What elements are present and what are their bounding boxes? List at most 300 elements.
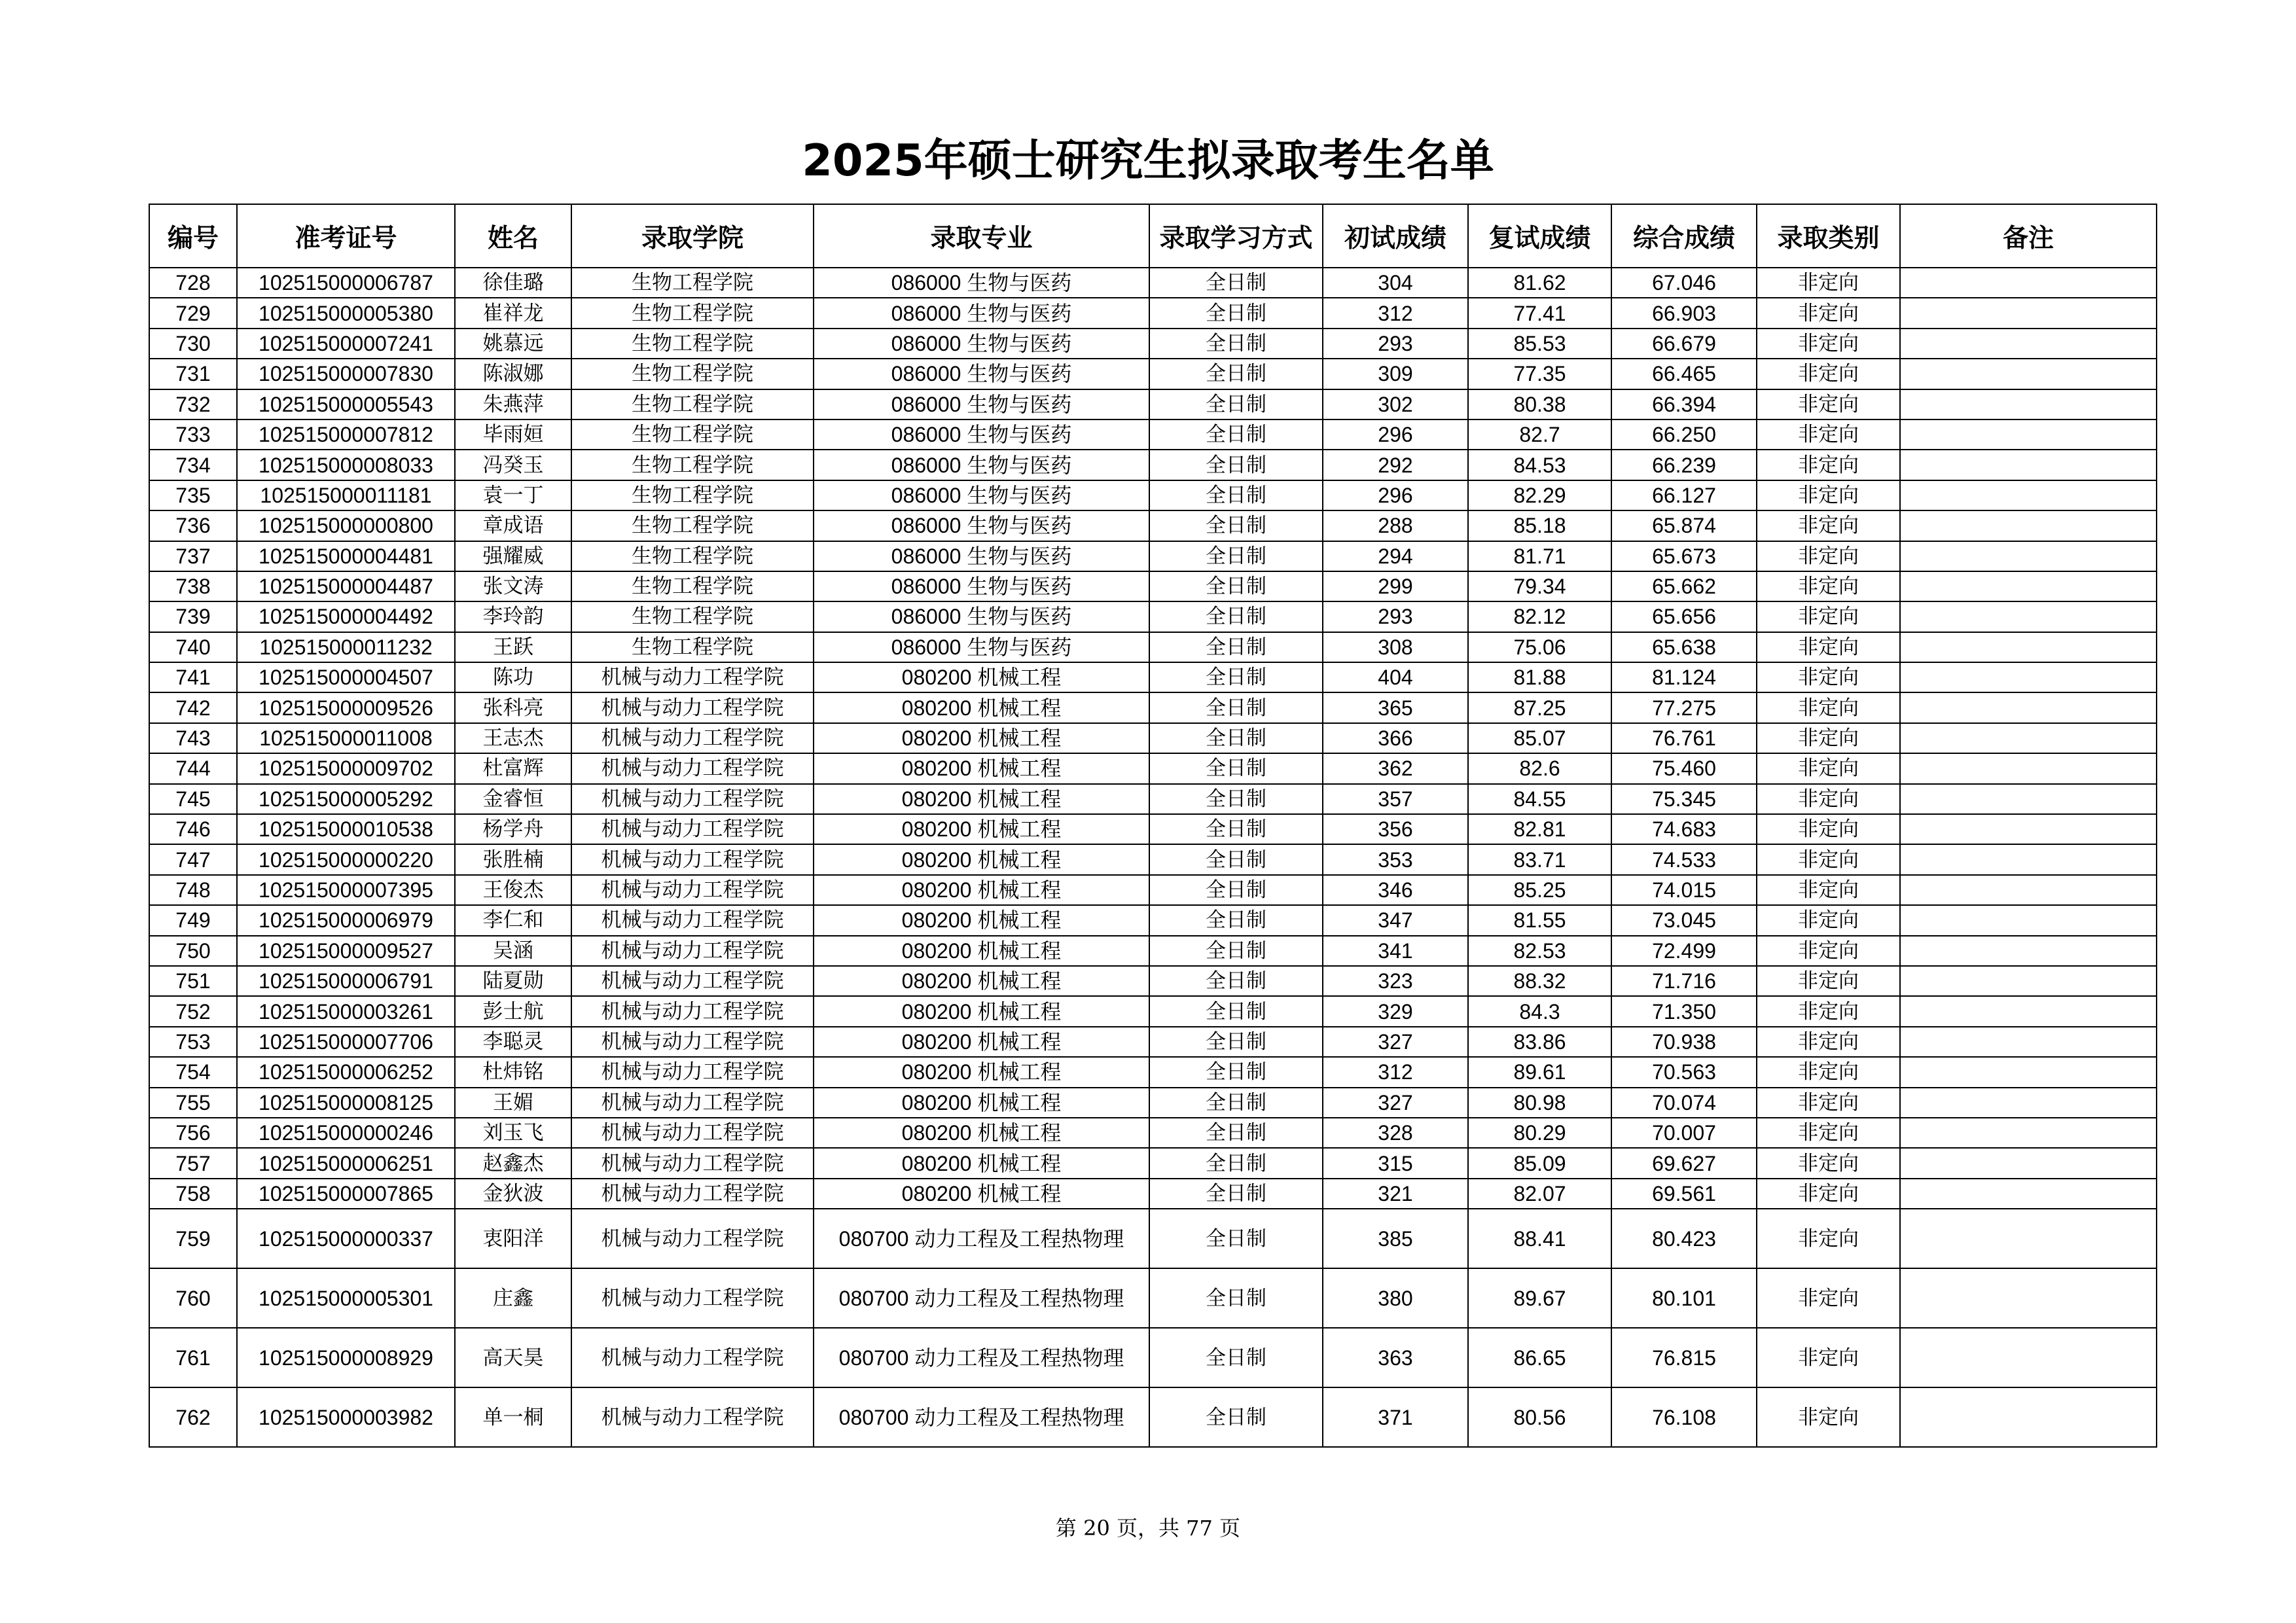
cell-retest-score: 85.09 — [1468, 1148, 1611, 1178]
cell-category: 非定向 — [1757, 541, 1900, 571]
cell-category: 非定向 — [1757, 875, 1900, 905]
header-name: 姓名 — [455, 204, 571, 268]
cell-id: 745 — [149, 784, 237, 814]
cell-name: 章成语 — [455, 510, 571, 541]
table-row — [149, 1179, 2157, 1209]
cell-study-mode: 全日制 — [1149, 480, 1323, 510]
cell-college: 生物工程学院 — [571, 541, 814, 571]
cell-remarks — [1900, 419, 2157, 450]
cell-id: 760 — [149, 1268, 237, 1328]
table-row — [149, 1387, 2157, 1447]
cell-initial-score: 293 — [1323, 329, 1468, 359]
cell-total-score: 65.874 — [1611, 510, 1757, 541]
cell-exam-number: 102515000009702 — [237, 753, 455, 783]
cell-total-score: 76.815 — [1611, 1328, 1757, 1387]
cell-exam-number: 102515000006979 — [237, 905, 455, 935]
cell-initial-score: 357 — [1323, 784, 1468, 814]
cell-major: 080200 机械工程 — [814, 692, 1149, 722]
cell-name: 单一桐 — [455, 1387, 571, 1447]
cell-initial-score: 323 — [1323, 966, 1468, 996]
table-row — [149, 480, 2157, 510]
cell-total-score: 75.345 — [1611, 784, 1757, 814]
cell-remarks — [1900, 692, 2157, 722]
cell-category: 非定向 — [1757, 1118, 1900, 1148]
cell-college: 机械与动力工程学院 — [571, 966, 814, 996]
cell-name: 金睿恒 — [455, 784, 571, 814]
cell-college: 机械与动力工程学院 — [571, 784, 814, 814]
cell-total-score: 74.683 — [1611, 814, 1757, 844]
cell-retest-score: 82.29 — [1468, 480, 1611, 510]
cell-college: 机械与动力工程学院 — [571, 1387, 814, 1447]
cell-major: 086000 生物与医药 — [814, 632, 1149, 662]
cell-initial-score: 366 — [1323, 723, 1468, 753]
cell-major: 080200 机械工程 — [814, 844, 1149, 874]
cell-initial-score: 347 — [1323, 905, 1468, 935]
cell-total-score: 71.350 — [1611, 996, 1757, 1026]
cell-college: 生物工程学院 — [571, 419, 814, 450]
cell-retest-score: 77.35 — [1468, 359, 1611, 389]
cell-major: 080200 机械工程 — [814, 996, 1149, 1026]
cell-remarks — [1900, 268, 2157, 298]
cell-college: 机械与动力工程学院 — [571, 844, 814, 874]
cell-id: 749 — [149, 905, 237, 935]
cell-study-mode: 全日制 — [1149, 450, 1323, 480]
cell-remarks — [1900, 753, 2157, 783]
cell-category: 非定向 — [1757, 419, 1900, 450]
cell-id: 743 — [149, 723, 237, 753]
cell-id: 729 — [149, 298, 237, 328]
cell-category: 非定向 — [1757, 450, 1900, 480]
cell-category: 非定向 — [1757, 996, 1900, 1026]
cell-initial-score: 341 — [1323, 936, 1468, 966]
cell-college: 机械与动力工程学院 — [571, 1179, 814, 1209]
cell-exam-number: 102515000000246 — [237, 1118, 455, 1148]
cell-major: 086000 生物与医药 — [814, 480, 1149, 510]
cell-major: 080200 机械工程 — [814, 1057, 1149, 1087]
cell-category: 非定向 — [1757, 814, 1900, 844]
cell-college: 机械与动力工程学院 — [571, 814, 814, 844]
cell-major: 080200 机械工程 — [814, 753, 1149, 783]
cell-name: 毕雨姮 — [455, 419, 571, 450]
cell-major: 080200 机械工程 — [814, 1179, 1149, 1209]
cell-college: 机械与动力工程学院 — [571, 996, 814, 1026]
cell-name: 崔祥龙 — [455, 298, 571, 328]
cell-major: 080200 机械工程 — [814, 784, 1149, 814]
cell-college: 生物工程学院 — [571, 571, 814, 601]
cell-retest-score: 80.56 — [1468, 1387, 1611, 1447]
cell-exam-number: 102515000007706 — [237, 1027, 455, 1057]
table-row — [149, 1209, 2157, 1268]
cell-remarks — [1900, 1118, 2157, 1148]
cell-study-mode: 全日制 — [1149, 268, 1323, 298]
table-row — [149, 844, 2157, 874]
cell-study-mode: 全日制 — [1149, 1057, 1323, 1087]
cell-retest-score: 86.65 — [1468, 1328, 1611, 1387]
cell-initial-score: 308 — [1323, 632, 1468, 662]
header-study-mode: 录取学习方式 — [1149, 204, 1323, 268]
cell-study-mode: 全日制 — [1149, 936, 1323, 966]
cell-exam-number: 102515000008929 — [237, 1328, 455, 1387]
table-row — [149, 692, 2157, 722]
cell-remarks — [1900, 1268, 2157, 1328]
cell-study-mode: 全日制 — [1149, 814, 1323, 844]
cell-initial-score: 315 — [1323, 1148, 1468, 1178]
cell-category: 非定向 — [1757, 905, 1900, 935]
cell-major: 086000 生物与医药 — [814, 298, 1149, 328]
cell-major: 086000 生物与医药 — [814, 359, 1149, 389]
header-major: 录取专业 — [814, 204, 1149, 268]
cell-category: 非定向 — [1757, 389, 1900, 419]
cell-study-mode: 全日制 — [1149, 359, 1323, 389]
cell-category: 非定向 — [1757, 784, 1900, 814]
cell-name: 高天昊 — [455, 1328, 571, 1387]
cell-category: 非定向 — [1757, 1027, 1900, 1057]
cell-total-score: 69.627 — [1611, 1148, 1757, 1178]
cell-name: 金狄波 — [455, 1179, 571, 1209]
cell-total-score: 72.499 — [1611, 936, 1757, 966]
cell-name: 杨学舟 — [455, 814, 571, 844]
cell-exam-number: 102515000007865 — [237, 1179, 455, 1209]
table-row — [149, 298, 2157, 328]
cell-study-mode: 全日制 — [1149, 1088, 1323, 1118]
cell-name: 王俊杰 — [455, 875, 571, 905]
cell-exam-number: 102515000004507 — [237, 662, 455, 692]
cell-exam-number: 102515000003982 — [237, 1387, 455, 1447]
cell-id: 759 — [149, 1209, 237, 1268]
table-row — [149, 966, 2157, 996]
cell-college: 机械与动力工程学院 — [571, 692, 814, 722]
cell-major: 086000 生物与医药 — [814, 450, 1149, 480]
cell-name: 王志杰 — [455, 723, 571, 753]
cell-name: 庄鑫 — [455, 1268, 571, 1328]
cell-retest-score: 83.71 — [1468, 844, 1611, 874]
cell-college: 生物工程学院 — [571, 480, 814, 510]
cell-exam-number: 102515000005301 — [237, 1268, 455, 1328]
cell-total-score: 65.662 — [1611, 571, 1757, 601]
cell-id: 738 — [149, 571, 237, 601]
cell-category: 非定向 — [1757, 753, 1900, 783]
table-row — [149, 1118, 2157, 1148]
cell-college: 机械与动力工程学院 — [571, 1118, 814, 1148]
cell-remarks — [1900, 814, 2157, 844]
cell-exam-number: 102515000007812 — [237, 419, 455, 450]
cell-id: 746 — [149, 814, 237, 844]
cell-study-mode: 全日制 — [1149, 571, 1323, 601]
cell-major: 080200 机械工程 — [814, 1088, 1149, 1118]
cell-name: 王媚 — [455, 1088, 571, 1118]
cell-category: 非定向 — [1757, 723, 1900, 753]
table-row — [149, 723, 2157, 753]
cell-exam-number: 102515000007830 — [237, 359, 455, 389]
cell-category: 非定向 — [1757, 571, 1900, 601]
cell-exam-number: 102515000003261 — [237, 996, 455, 1026]
cell-id: 739 — [149, 601, 237, 632]
cell-name: 李聪灵 — [455, 1027, 571, 1057]
table-row — [149, 1027, 2157, 1057]
cell-retest-score: 89.67 — [1468, 1268, 1611, 1328]
cell-retest-score: 84.53 — [1468, 450, 1611, 480]
header-total-score: 综合成绩 — [1611, 204, 1757, 268]
cell-name: 朱燕萍 — [455, 389, 571, 419]
cell-retest-score: 85.18 — [1468, 510, 1611, 541]
cell-id: 742 — [149, 692, 237, 722]
cell-study-mode: 全日制 — [1149, 1387, 1323, 1447]
cell-id: 733 — [149, 419, 237, 450]
cell-remarks — [1900, 329, 2157, 359]
cell-name: 李仁和 — [455, 905, 571, 935]
cell-college: 机械与动力工程学院 — [571, 1057, 814, 1087]
cell-category: 非定向 — [1757, 692, 1900, 722]
cell-study-mode: 全日制 — [1149, 844, 1323, 874]
cell-initial-score: 296 — [1323, 419, 1468, 450]
cell-category: 非定向 — [1757, 329, 1900, 359]
cell-initial-score: 365 — [1323, 692, 1468, 722]
cell-id: 736 — [149, 510, 237, 541]
cell-name: 彭士航 — [455, 996, 571, 1026]
cell-name: 吴涵 — [455, 936, 571, 966]
cell-remarks — [1900, 966, 2157, 996]
cell-exam-number: 102515000011181 — [237, 480, 455, 510]
cell-retest-score: 82.07 — [1468, 1179, 1611, 1209]
cell-initial-score: 327 — [1323, 1088, 1468, 1118]
cell-exam-number: 102515000011232 — [237, 632, 455, 662]
cell-total-score: 67.046 — [1611, 268, 1757, 298]
cell-remarks — [1900, 359, 2157, 389]
table-row — [149, 359, 2157, 389]
cell-major: 080200 机械工程 — [814, 1027, 1149, 1057]
cell-exam-number: 102515000006251 — [237, 1148, 455, 1178]
cell-study-mode: 全日制 — [1149, 662, 1323, 692]
cell-study-mode: 全日制 — [1149, 632, 1323, 662]
cell-remarks — [1900, 571, 2157, 601]
cell-initial-score: 309 — [1323, 359, 1468, 389]
cell-retest-score: 82.7 — [1468, 419, 1611, 450]
table-row — [149, 996, 2157, 1026]
cell-id: 732 — [149, 389, 237, 419]
table-row — [149, 632, 2157, 662]
cell-initial-score: 380 — [1323, 1268, 1468, 1328]
cell-retest-score: 85.07 — [1468, 723, 1611, 753]
cell-retest-score: 82.12 — [1468, 601, 1611, 632]
cell-remarks — [1900, 632, 2157, 662]
cell-name: 赵鑫杰 — [455, 1148, 571, 1178]
header-exam-number: 准考证号 — [237, 204, 455, 268]
cell-study-mode: 全日制 — [1149, 723, 1323, 753]
table-row — [149, 753, 2157, 783]
cell-exam-number: 102515000011008 — [237, 723, 455, 753]
cell-retest-score: 77.41 — [1468, 298, 1611, 328]
cell-major: 086000 生物与医药 — [814, 389, 1149, 419]
cell-total-score: 74.533 — [1611, 844, 1757, 874]
cell-remarks — [1900, 905, 2157, 935]
cell-id: 753 — [149, 1027, 237, 1057]
cell-initial-score: 404 — [1323, 662, 1468, 692]
cell-exam-number: 102515000004492 — [237, 601, 455, 632]
cell-remarks — [1900, 662, 2157, 692]
cell-initial-score: 294 — [1323, 541, 1468, 571]
cell-exam-number: 102515000005292 — [237, 784, 455, 814]
cell-college: 机械与动力工程学院 — [571, 662, 814, 692]
cell-total-score: 66.903 — [1611, 298, 1757, 328]
cell-initial-score: 299 — [1323, 571, 1468, 601]
cell-id: 731 — [149, 359, 237, 389]
cell-name: 强耀威 — [455, 541, 571, 571]
cell-total-score: 80.423 — [1611, 1209, 1757, 1268]
table-row — [149, 1148, 2157, 1178]
cell-retest-score: 88.41 — [1468, 1209, 1611, 1268]
cell-total-score: 73.045 — [1611, 905, 1757, 935]
cell-initial-score: 293 — [1323, 601, 1468, 632]
cell-study-mode: 全日制 — [1149, 1179, 1323, 1209]
cell-major: 086000 生物与医药 — [814, 329, 1149, 359]
table-row — [149, 571, 2157, 601]
cell-study-mode: 全日制 — [1149, 389, 1323, 419]
cell-retest-score: 87.25 — [1468, 692, 1611, 722]
cell-total-score: 66.239 — [1611, 450, 1757, 480]
cell-category: 非定向 — [1757, 359, 1900, 389]
table-row — [149, 662, 2157, 692]
cell-college: 机械与动力工程学院 — [571, 1027, 814, 1057]
header-initial-score: 初试成绩 — [1323, 204, 1468, 268]
cell-exam-number: 102515000010538 — [237, 814, 455, 844]
admission-table — [149, 204, 2157, 1448]
cell-id: 756 — [149, 1118, 237, 1148]
cell-exam-number: 102515000000337 — [237, 1209, 455, 1268]
cell-exam-number: 102515000000220 — [237, 844, 455, 874]
cell-total-score: 80.101 — [1611, 1268, 1757, 1328]
cell-name: 陈淑娜 — [455, 359, 571, 389]
table-row — [149, 510, 2157, 541]
cell-retest-score: 88.32 — [1468, 966, 1611, 996]
cell-category: 非定向 — [1757, 1209, 1900, 1268]
cell-exam-number: 102515000005380 — [237, 298, 455, 328]
cell-retest-score: 85.53 — [1468, 329, 1611, 359]
cell-retest-score: 81.88 — [1468, 662, 1611, 692]
cell-category: 非定向 — [1757, 632, 1900, 662]
cell-study-mode: 全日制 — [1149, 753, 1323, 783]
cell-id: 754 — [149, 1057, 237, 1087]
header-category: 录取类别 — [1757, 204, 1900, 268]
cell-remarks — [1900, 1148, 2157, 1178]
cell-total-score: 66.250 — [1611, 419, 1757, 450]
cell-college: 机械与动力工程学院 — [571, 753, 814, 783]
cell-exam-number: 102515000007241 — [237, 329, 455, 359]
cell-retest-score: 82.6 — [1468, 753, 1611, 783]
cell-category: 非定向 — [1757, 1268, 1900, 1328]
cell-total-score: 66.679 — [1611, 329, 1757, 359]
cell-total-score: 65.656 — [1611, 601, 1757, 632]
cell-category: 非定向 — [1757, 510, 1900, 541]
cell-exam-number: 102515000000800 — [237, 510, 455, 541]
cell-major: 080200 机械工程 — [814, 723, 1149, 753]
cell-id: 761 — [149, 1328, 237, 1387]
cell-initial-score: 321 — [1323, 1179, 1468, 1209]
cell-total-score: 71.716 — [1611, 966, 1757, 996]
cell-retest-score: 75.06 — [1468, 632, 1611, 662]
cell-study-mode: 全日制 — [1149, 541, 1323, 571]
table-row — [149, 601, 2157, 632]
cell-total-score: 66.127 — [1611, 480, 1757, 510]
cell-id: 747 — [149, 844, 237, 874]
cell-major: 080700 动力工程及工程热物理 — [814, 1209, 1149, 1268]
cell-remarks — [1900, 844, 2157, 874]
cell-study-mode: 全日制 — [1149, 298, 1323, 328]
cell-study-mode: 全日制 — [1149, 510, 1323, 541]
cell-study-mode: 全日制 — [1149, 875, 1323, 905]
cell-category: 非定向 — [1757, 1179, 1900, 1209]
cell-retest-score: 80.98 — [1468, 1088, 1611, 1118]
cell-id: 750 — [149, 936, 237, 966]
table-row — [149, 784, 2157, 814]
cell-name: 张科亮 — [455, 692, 571, 722]
table-row — [149, 814, 2157, 844]
cell-remarks — [1900, 1027, 2157, 1057]
cell-total-score: 70.007 — [1611, 1118, 1757, 1148]
table-row — [149, 1057, 2157, 1087]
cell-study-mode: 全日制 — [1149, 692, 1323, 722]
cell-total-score: 70.938 — [1611, 1027, 1757, 1057]
cell-id: 728 — [149, 268, 237, 298]
cell-retest-score: 81.55 — [1468, 905, 1611, 935]
cell-remarks — [1900, 996, 2157, 1026]
cell-total-score: 65.638 — [1611, 632, 1757, 662]
cell-major: 080700 动力工程及工程热物理 — [814, 1387, 1149, 1447]
cell-total-score: 74.015 — [1611, 875, 1757, 905]
cell-remarks — [1900, 1328, 2157, 1387]
cell-initial-score: 312 — [1323, 1057, 1468, 1087]
cell-exam-number: 102515000007395 — [237, 875, 455, 905]
cell-major: 086000 生物与医药 — [814, 510, 1149, 541]
cell-category: 非定向 — [1757, 298, 1900, 328]
cell-initial-score: 312 — [1323, 298, 1468, 328]
table-row — [149, 389, 2157, 419]
cell-exam-number: 102515000006787 — [237, 268, 455, 298]
table-row — [149, 268, 2157, 298]
cell-major: 086000 生物与医药 — [814, 601, 1149, 632]
cell-category: 非定向 — [1757, 268, 1900, 298]
cell-major: 080200 机械工程 — [814, 905, 1149, 935]
cell-total-score: 66.394 — [1611, 389, 1757, 419]
cell-study-mode: 全日制 — [1149, 1268, 1323, 1328]
cell-major: 080700 动力工程及工程热物理 — [814, 1268, 1149, 1328]
cell-name: 冯癸玉 — [455, 450, 571, 480]
cell-initial-score: 385 — [1323, 1209, 1468, 1268]
cell-college: 生物工程学院 — [571, 268, 814, 298]
cell-major: 080200 机械工程 — [814, 936, 1149, 966]
cell-retest-score: 79.34 — [1468, 571, 1611, 601]
cell-major: 080200 机械工程 — [814, 1118, 1149, 1148]
cell-retest-score: 81.62 — [1468, 268, 1611, 298]
cell-college: 生物工程学院 — [571, 450, 814, 480]
cell-college: 机械与动力工程学院 — [571, 1268, 814, 1328]
cell-retest-score: 89.61 — [1468, 1057, 1611, 1087]
table-row — [149, 450, 2157, 480]
table-row — [149, 936, 2157, 966]
cell-study-mode: 全日制 — [1149, 419, 1323, 450]
cell-category: 非定向 — [1757, 662, 1900, 692]
cell-retest-score: 84.3 — [1468, 996, 1611, 1026]
cell-remarks — [1900, 541, 2157, 571]
cell-id: 758 — [149, 1179, 237, 1209]
cell-name: 杜富辉 — [455, 753, 571, 783]
cell-college: 生物工程学院 — [571, 359, 814, 389]
table-row — [149, 329, 2157, 359]
cell-name: 王跃 — [455, 632, 571, 662]
cell-study-mode: 全日制 — [1149, 1118, 1323, 1148]
cell-category: 非定向 — [1757, 601, 1900, 632]
cell-remarks — [1900, 1088, 2157, 1118]
cell-remarks — [1900, 510, 2157, 541]
